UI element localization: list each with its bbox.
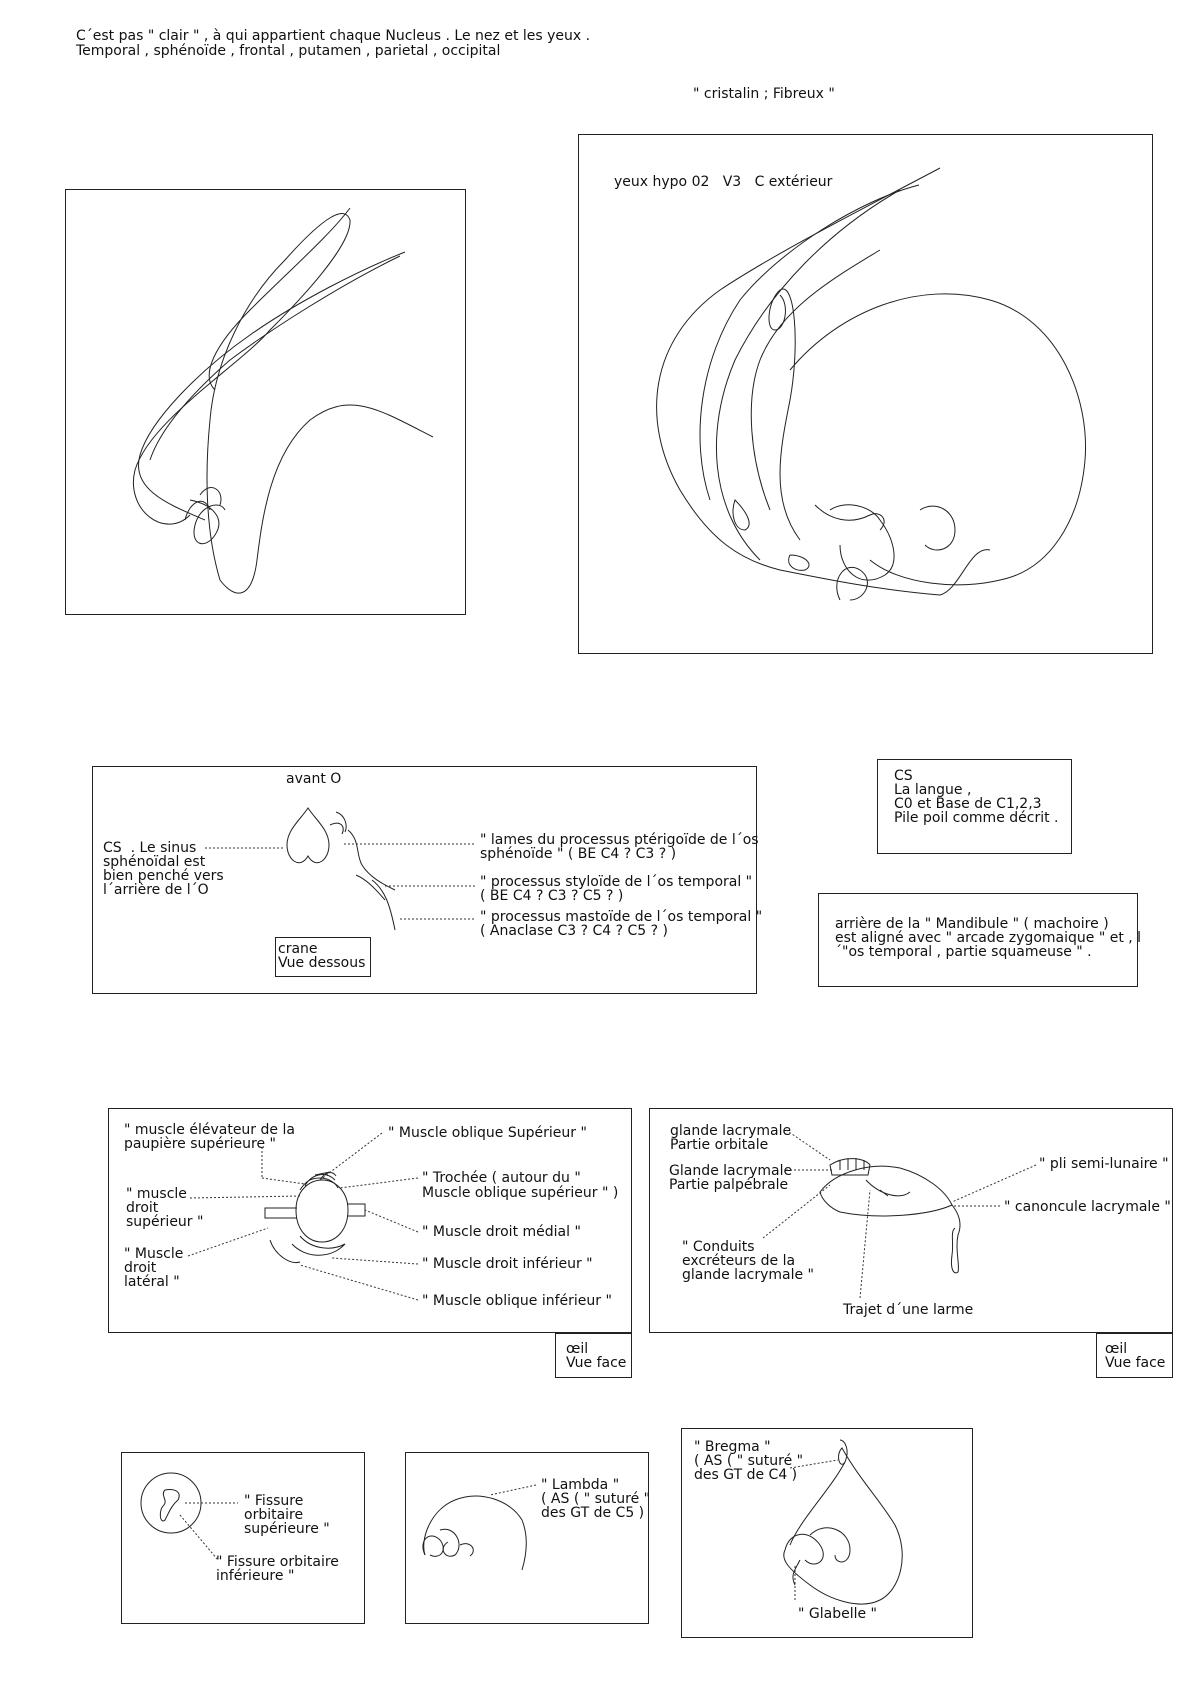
sinus-note-1: CS . Le sinus bbox=[103, 840, 197, 856]
label-rectus-sup-1: " muscle bbox=[126, 1186, 187, 1202]
skull-base-strokes bbox=[287, 808, 395, 930]
label-rectus-sup-3: supérieur " bbox=[126, 1214, 204, 1230]
label-trochlea-2: Muscle oblique supérieur " ) bbox=[422, 1185, 619, 1201]
eyeball-strokes bbox=[265, 1172, 365, 1263]
skull-base-caption-1: crane bbox=[278, 941, 318, 957]
label-gland-palp-2: Partie palpébrale bbox=[669, 1177, 789, 1193]
label-trochlea-1: " Trochée ( autour du " bbox=[422, 1170, 581, 1186]
eye-muscles-caption-2: Vue face bbox=[566, 1355, 627, 1371]
mandible-note-3: ´"os temporal , partie squameuse " . bbox=[835, 944, 1092, 960]
bregma-strokes bbox=[784, 1440, 902, 1604]
label-ducts-2: excréteurs de la bbox=[682, 1253, 796, 1269]
orbit-strokes bbox=[141, 1473, 201, 1533]
header-note: " cristalin ; Fibreux " bbox=[693, 86, 835, 102]
label-mastoid-2: ( Anaclase C3 ? C4 ? C5 ? ) bbox=[480, 923, 668, 939]
lambda-strokes bbox=[423, 1496, 526, 1570]
header-line-1: C´est pas " clair " , à qui appartient chaque Nucleus . Le nez et les yeux . bbox=[76, 28, 591, 44]
label-pterygoid-2: sphénoïde " ( BE C4 ? C3 ? ) bbox=[480, 846, 677, 862]
cs-note-1: CS bbox=[894, 768, 913, 784]
label-levator-1: " muscle élévateur de la bbox=[124, 1122, 295, 1138]
cs-note-3: C0 et Base de C1,2,3 bbox=[894, 796, 1042, 812]
mandible-note-2: est aligné avec " arcade zygomaique " et , l bbox=[835, 930, 1142, 946]
mandible-note-1: arrière de la " Mandibule " ( machoire ) bbox=[835, 916, 1109, 932]
label-oblique-sup: " Muscle oblique Supérieur " bbox=[388, 1125, 587, 1141]
label-styloid-2: ( BE C4 ? C3 ? C5 ? ) bbox=[480, 888, 624, 904]
skull-base-title: avant O bbox=[286, 771, 342, 787]
eye-muscles-caption-1: œil bbox=[566, 1341, 589, 1357]
label-rectus-inf: " Muscle droit inférieur " bbox=[422, 1256, 593, 1272]
label-levator-2: paupière supérieure " bbox=[124, 1136, 276, 1152]
label-mastoid-1: " processus mastoïde de l´os temporal " bbox=[480, 909, 763, 925]
label-oblique-inf: " Muscle oblique inférieur " bbox=[422, 1293, 612, 1309]
label-rectus-lat-3: latéral " bbox=[124, 1274, 180, 1290]
label-sup-fissure-1: " Fissure bbox=[244, 1493, 304, 1509]
label-inf-fissure-1: " Fissure orbitaire bbox=[216, 1554, 339, 1570]
label-bregma-1: " Bregma " bbox=[694, 1439, 771, 1455]
lacrimal-strokes bbox=[820, 1158, 960, 1273]
label-ducts-1: " Conduits bbox=[682, 1239, 755, 1255]
sinus-note-4: l´arrière de l´O bbox=[103, 882, 209, 898]
skull-base-caption-2: Vue dessous bbox=[278, 955, 366, 971]
label-styloid-1: " processus styloïde de l´os temporal " bbox=[480, 874, 753, 890]
label-lambda-2: ( AS ( " suturé " bbox=[541, 1491, 651, 1507]
label-gland-orb-1: glande lacrymale bbox=[670, 1123, 792, 1139]
label-caruncle: " canoncule lacrymale " bbox=[1004, 1199, 1171, 1215]
label-lambda-1: " Lambda " bbox=[541, 1477, 620, 1493]
lacrimal-caption-2: Vue face bbox=[1105, 1355, 1166, 1371]
label-bregma-2: ( AS ( " suturé " bbox=[694, 1453, 804, 1469]
sketch-left-strokes bbox=[133, 208, 433, 593]
label-glabella: " Glabelle " bbox=[798, 1606, 877, 1622]
label-ducts-3: glande lacrymale " bbox=[682, 1267, 814, 1283]
label-tear-path: Trajet d´une larme bbox=[843, 1302, 974, 1318]
header-line-2: Temporal , sphénoïde , frontal , putamen , parietal , occipital bbox=[76, 43, 501, 59]
cs-note-2: La langue , bbox=[894, 782, 972, 798]
cs-note-4: Pile poil comme décrit . bbox=[894, 810, 1059, 826]
label-lambda-3: des GT de C5 ) bbox=[541, 1505, 645, 1521]
label-rectus-med: " Muscle droit médial " bbox=[422, 1224, 581, 1240]
lacrimal-caption-1: œil bbox=[1105, 1341, 1128, 1357]
sinus-note-2: sphénoïdal est bbox=[103, 854, 206, 870]
label-rectus-sup-2: droit bbox=[126, 1200, 159, 1216]
sinus-note-3: bien penché vers bbox=[103, 868, 224, 884]
label-sup-fissure-3: supérieure " bbox=[244, 1521, 330, 1537]
label-gland-palp-1: Glande lacrymale bbox=[669, 1163, 793, 1179]
label-rectus-lat-1: " Muscle bbox=[124, 1246, 184, 1262]
label-rectus-lat-2: droit bbox=[124, 1260, 157, 1276]
label-plica: " pli semi-lunaire " bbox=[1039, 1156, 1169, 1172]
label-bregma-3: des GT de C4 ) bbox=[694, 1467, 798, 1483]
label-sup-fissure-2: orbitaire bbox=[244, 1507, 304, 1523]
panel-eyes-title: yeux hypo 02 V3 C extérieur bbox=[614, 174, 833, 190]
label-gland-orb-2: Partie orbitale bbox=[670, 1137, 769, 1153]
sketch-eyes-strokes bbox=[657, 168, 1086, 600]
label-pterygoid-1: " lames du processus ptérigoïde de l´os bbox=[480, 832, 759, 848]
label-inf-fissure-2: inférieure " bbox=[216, 1568, 295, 1584]
